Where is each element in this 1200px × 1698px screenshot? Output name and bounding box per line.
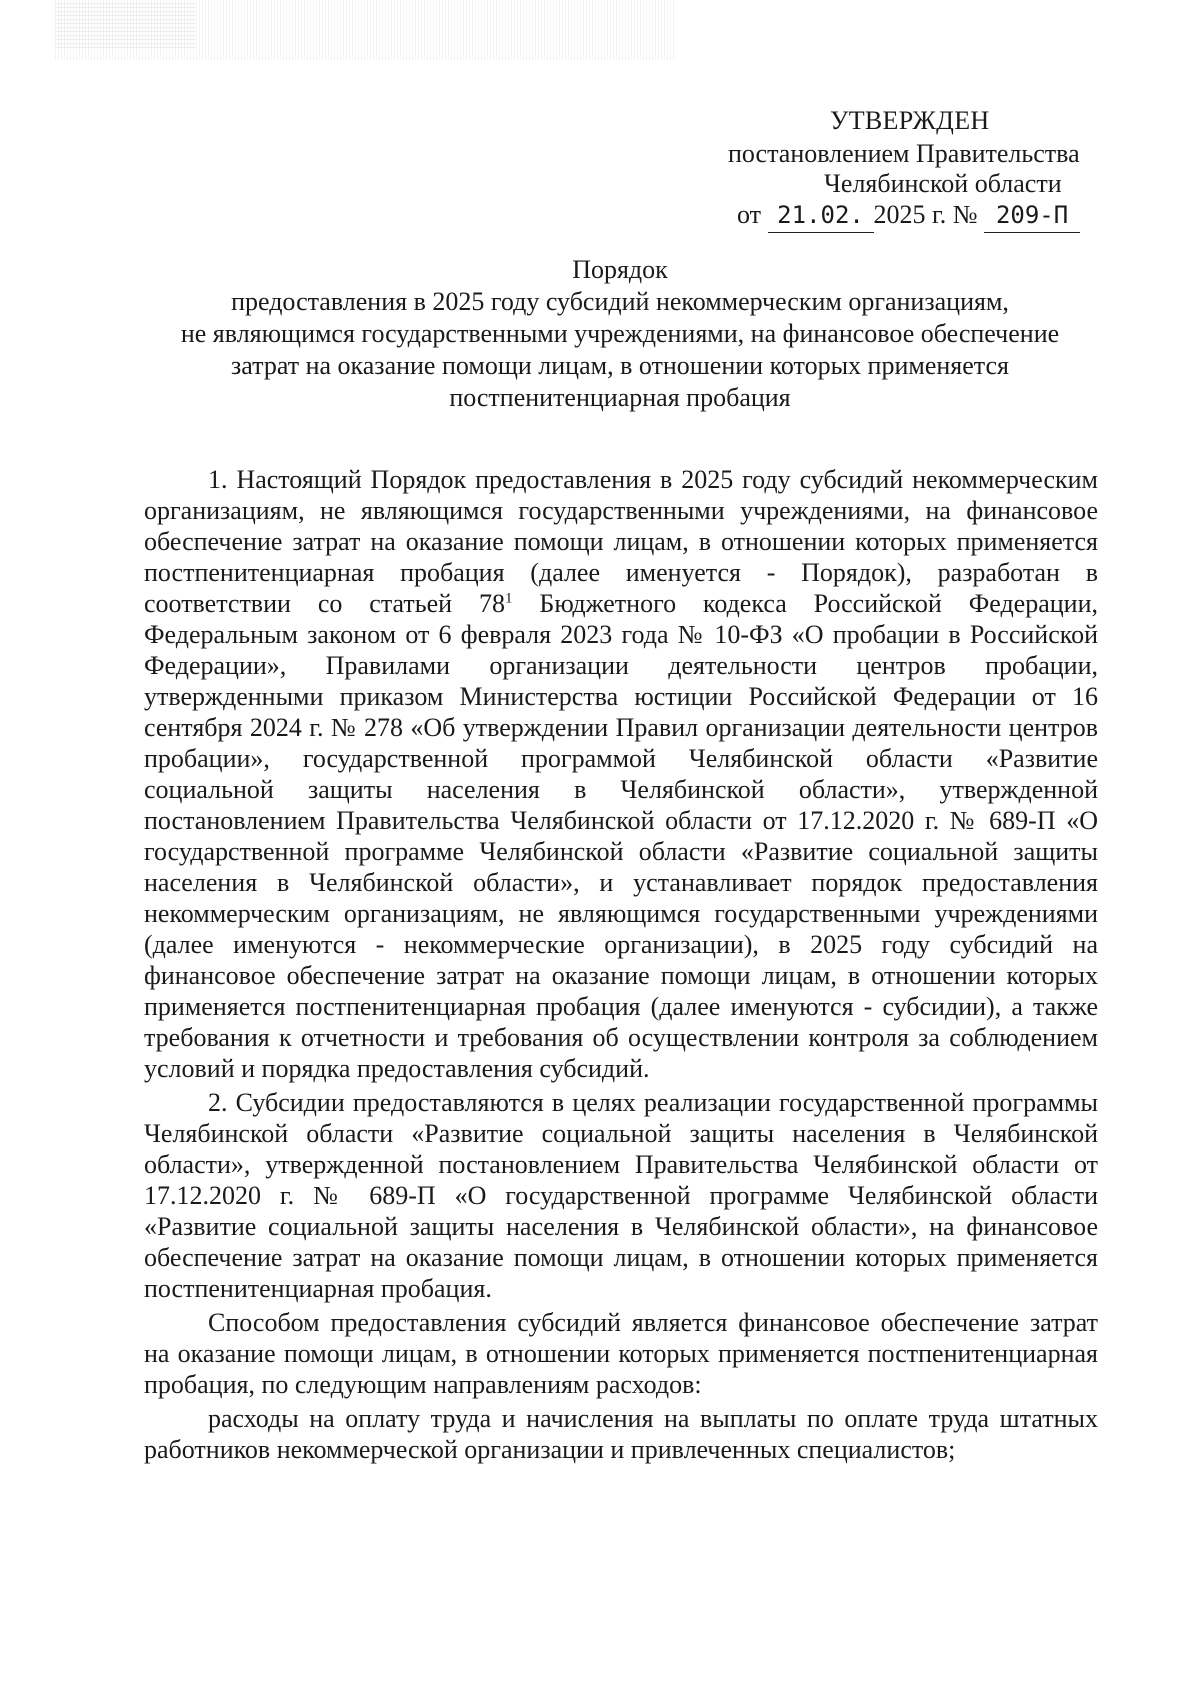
title-line: постпенитенциарная пробация [449,383,791,412]
scan-artifact-corner [55,0,195,48]
title-line: затрат на оказание помощи лицам, в отношении которых применяется [231,351,1009,380]
title-line: не являющимся государственными учреждениями, на финансовое обеспечение [180,319,1060,348]
approval-date-row [737,198,1080,233]
paragraph-1 [144,464,1098,1084]
approval-line-government: постановлением Правительства [728,139,1080,168]
paragraph-4: расходы на оплату труда и начисления на выплаты по оплате труда штатных работников некоммерческой организации и привлеченных специалистов; [144,1404,1098,1464]
date-prefix: от [737,200,762,229]
document-title [140,254,1100,414]
document-body [144,464,1098,1468]
paragraph-2: 2. Субсидии предоставляются в целях реализации государственной программы Челябинской области «Развитие социальной защиты населения в Челябинской области», утвержденной постановлением Правительства Челябинской области от 17.12.2020 г. № 689-П «О государственной программе Челябинской области «Развитие социальной защиты населения в Челябинской области», на финансовое обеспечение затрат на оказание помощи лицам, в отношении которых применяется постпенитенциарная пробация. [144,1088,1098,1303]
date-year: 2025 г. № [873,200,978,229]
article-superscript: 1 [504,590,513,607]
title-line: предоставления в 2025 году субсидий некоммерческим организациям, [231,287,1009,316]
paragraph-1-part-b: Бюджетного кодекса Российской Федерации, Федеральным законом от 6 февраля 2023 года № 10-ФЗ «О пробации в Российской Федерации», Правилами организации деятельности центров пробации, утвержденными приказом Министерства юстиции Российской Федерации от 16 сентября 2024 г. № 278 «Об утверждении Правил организации деятельности центров пробации», государственной программой Челябинской области «Развитие социальной защиты населения в Челябинской области», утвержденной постановлением Правительства Челябинской области от 17.12.2020 г. № 689-П «О государственной программе Челябинской области «Развитие социальной защиты населения в Челябинской области», и устанавливает порядок предоставления некоммерческим организациям, не являющимся государственными учреждениями (далее именуются - некоммерческие организации), в 2025 году субсидий на финансовое обеспечение затрат на оказание помощи лицам, в отношении которых применяется постпенитенциарная пробация (далее именуются - субсидии), а также требования к отчетности и требования об осуществлении контроля за соблюдением условий и порядка предоставления субсидий. [144,589,1098,1083]
approval-title: УТВЕРЖДЕН [830,106,990,135]
title-heading: Порядок [572,255,668,284]
handwritten-date: 21.02. [768,199,874,233]
handwritten-number: 209-П [984,199,1080,233]
approval-line-region: Челябинской области [824,169,1062,198]
paragraph-3: Способом предоставления субсидий является финансовое обеспечение затрат на оказание помощи лицам, в отношении которых применяется постпенитенциарная пробация, по следующим направлениям расходов: [144,1308,1098,1399]
paragraph-1-part-a: 1. Настоящий Порядок предоставления в 2025 году субсидий некоммерческим организациям, не являющимся государственными учреждениями, на финансовое обеспечение затрат на оказание помощи лицам, в отношении которых применяется постпенитенциарная пробация (далее именуется - Порядок), разработан в соответствии со статьей 78 [144,465,1098,618]
